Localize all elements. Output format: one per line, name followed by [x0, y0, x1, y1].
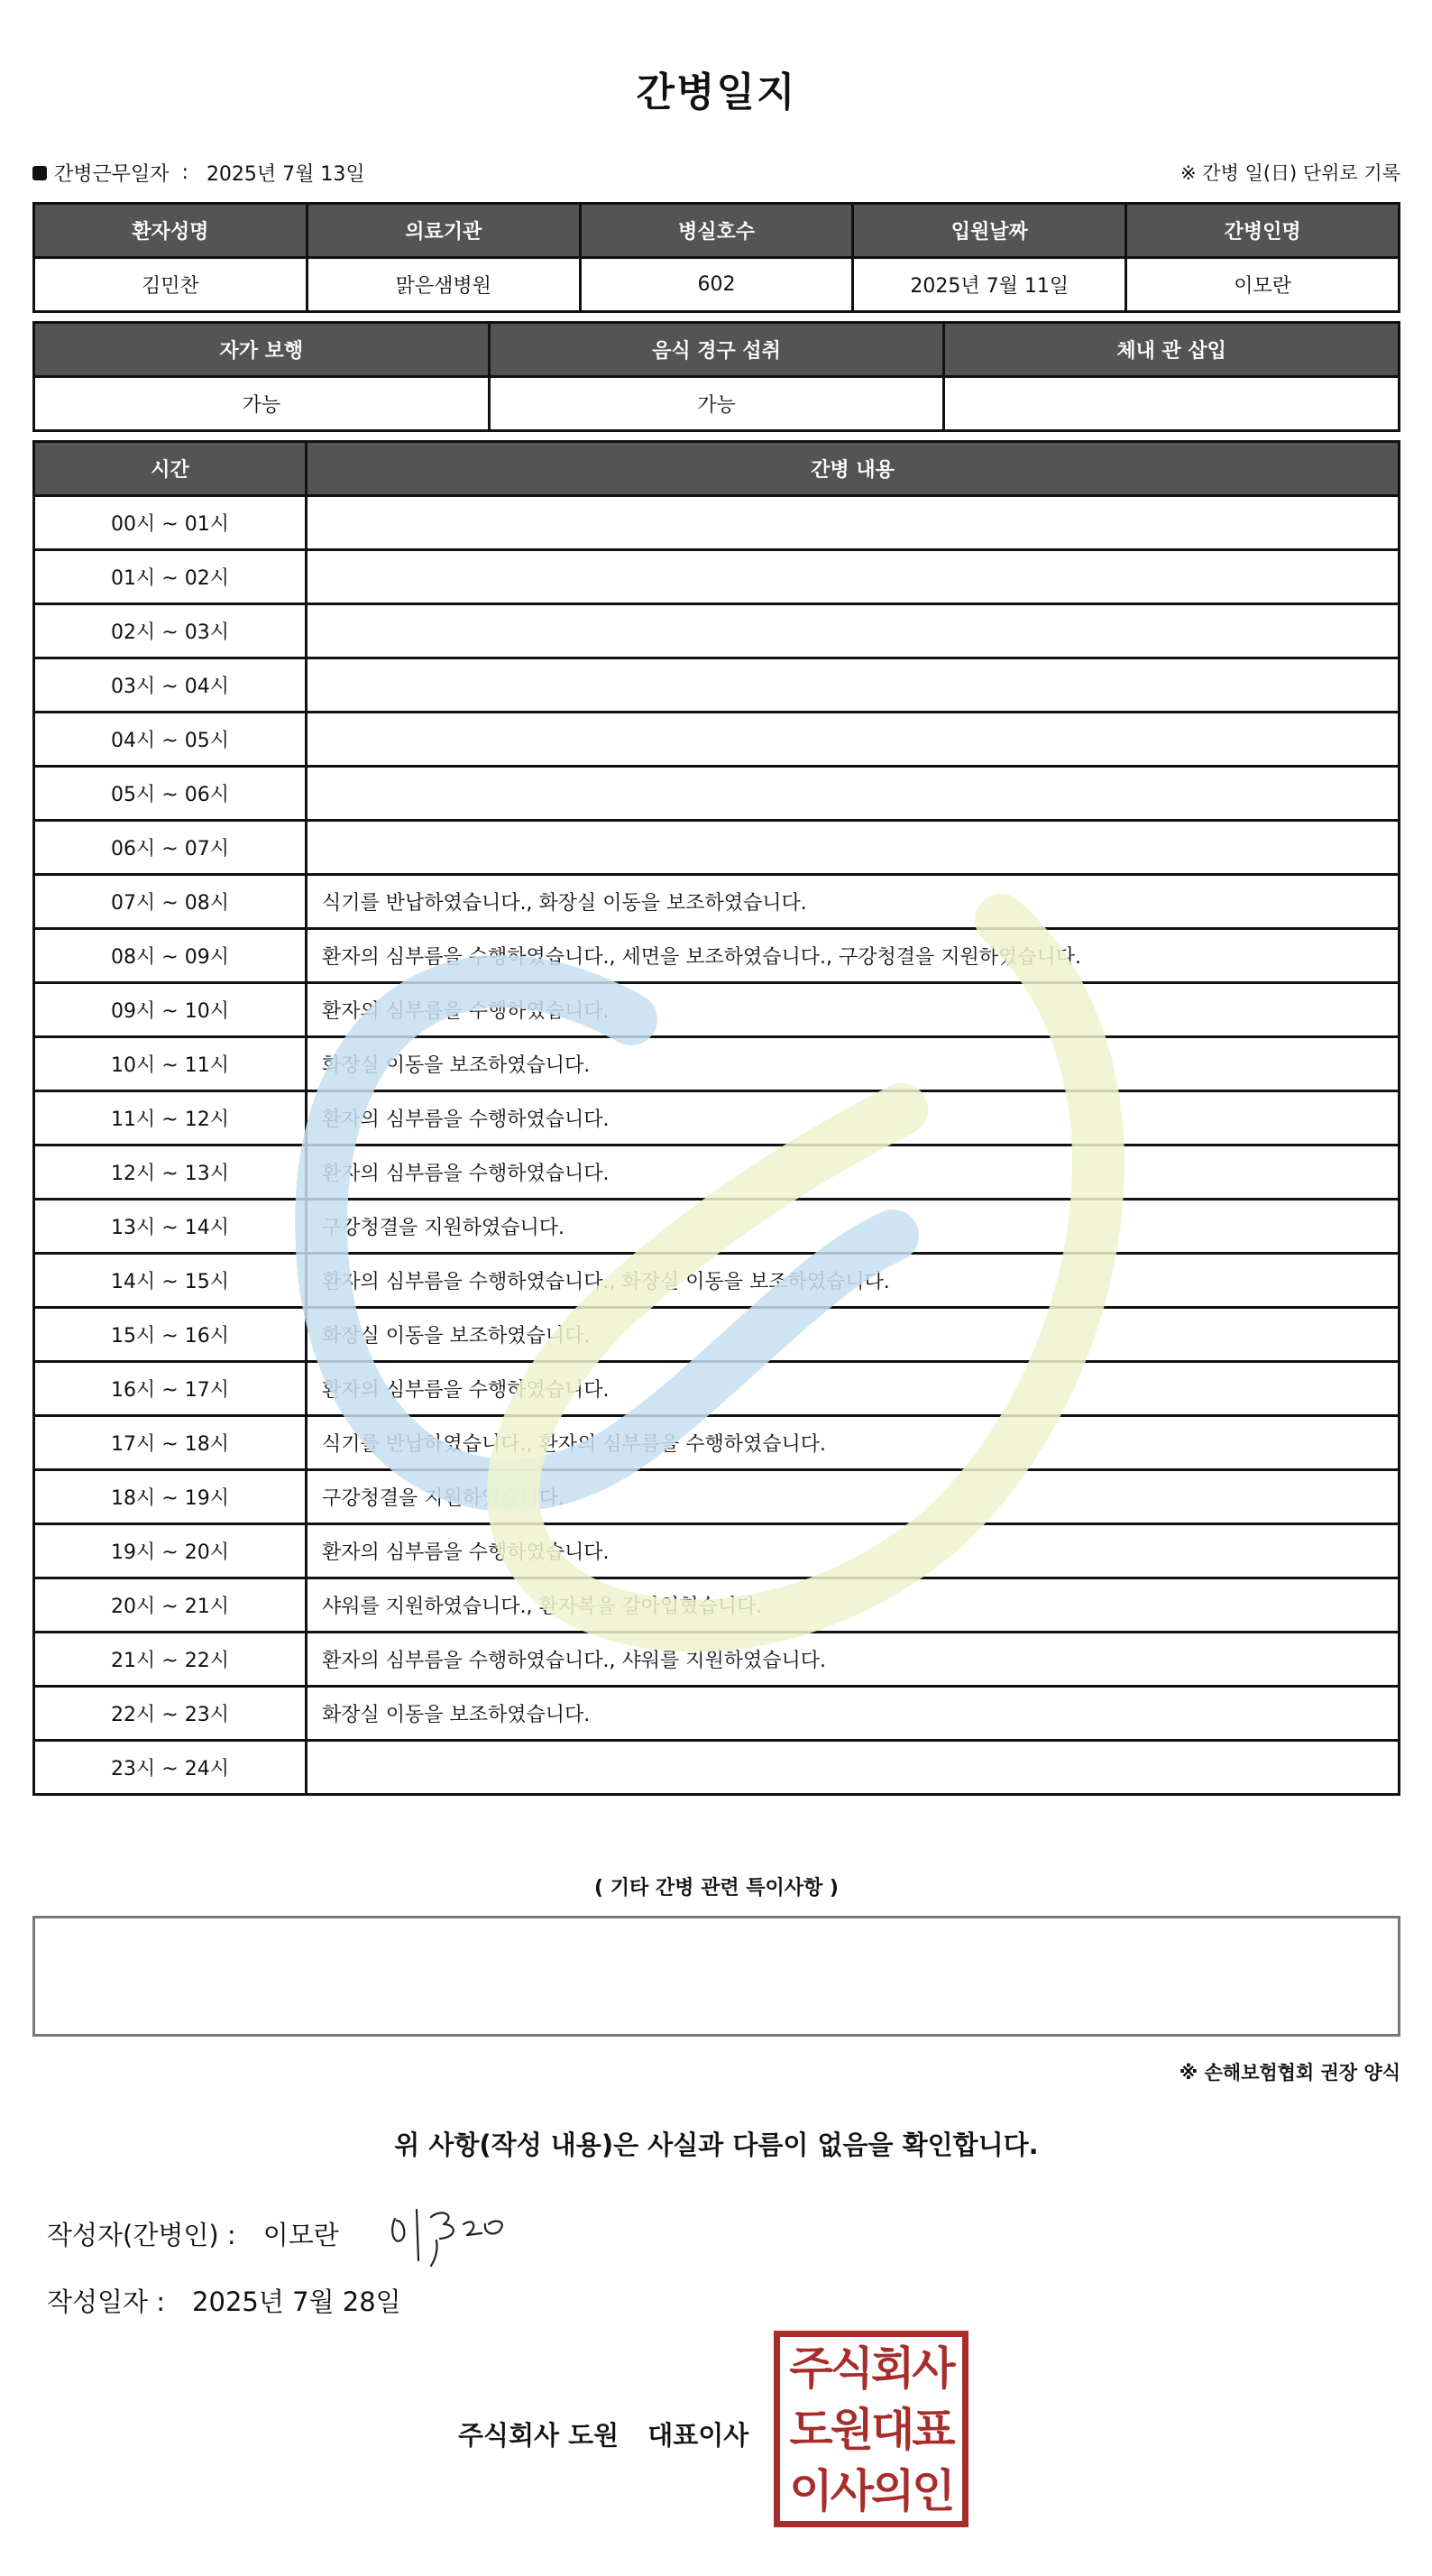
- writer-name: 이모란: [262, 2220, 339, 2250]
- table-row: [34, 1524, 1400, 1578]
- table-row: [34, 1416, 1400, 1470]
- care-content-cell: 환자의 심부름을 수행하였습니다., 샤워를 지원하였습니다.: [307, 1633, 1400, 1687]
- header-time: 시간: [34, 442, 307, 496]
- table-row: [34, 496, 1400, 550]
- time-cell: 07시 ~ 08시: [34, 875, 307, 929]
- time-cell: 14시 ~ 15시: [34, 1254, 307, 1308]
- header-room: 병실호수: [580, 204, 853, 258]
- table-row: [34, 821, 1400, 875]
- time-cell: 22시 ~ 23시: [34, 1687, 307, 1741]
- care-content-cell: 환자의 심부름을 수행하였습니다.: [307, 983, 1400, 1037]
- care-content-cell: 환자의 심부름을 수행하였습니다.: [307, 1145, 1400, 1200]
- time-cell: 06시 ~ 07시: [34, 821, 307, 875]
- care-content-cell: 환자의 심부름을 수행하였습니다.: [307, 1362, 1400, 1416]
- work-date-value: 2025년 7월 13일: [206, 163, 365, 186]
- care-log-page: [32, 0, 1400, 2576]
- table-row: [34, 550, 1400, 604]
- time-cell: 02시 ~ 03시: [34, 604, 307, 658]
- patient-name: 김민찬: [34, 258, 308, 312]
- writer-line: [47, 2215, 339, 2252]
- header-care-content: 간병 내용: [307, 442, 1400, 496]
- header-tube-insertion: 체내 관 삽입: [944, 323, 1400, 377]
- time-cell: 03시 ~ 04시: [34, 658, 307, 713]
- seal-line: 주식회사: [789, 2342, 953, 2395]
- time-cell: 04시 ~ 05시: [34, 713, 307, 767]
- time-cell: 00시 ~ 01시: [34, 496, 307, 550]
- write-date-label: 작성일자 :: [47, 2286, 166, 2317]
- care-content-cell: [307, 550, 1400, 604]
- care-log-table: [32, 440, 1400, 1796]
- header-oral-intake: 음식 경구 섭취: [489, 323, 944, 377]
- table-row: [34, 1145, 1400, 1200]
- time-cell: 19시 ~ 20시: [34, 1524, 307, 1578]
- table-row: [34, 875, 1400, 929]
- table-row: [34, 1091, 1400, 1145]
- patient-info-table: [32, 202, 1400, 313]
- patient-value-row: [34, 258, 1400, 312]
- meta-row: [32, 159, 1400, 186]
- table-row: [34, 1578, 1400, 1633]
- company-representative: 대표이사: [647, 2420, 749, 2451]
- time-cell: 21시 ~ 22시: [34, 1633, 307, 1687]
- table-row: [34, 929, 1400, 983]
- header-patient-name: 환자성명: [34, 204, 308, 258]
- seal-line: 이사의인: [789, 2465, 953, 2517]
- time-cell: 15시 ~ 16시: [34, 1308, 307, 1362]
- document-title: 간병일지: [636, 69, 797, 115]
- time-cell: 23시 ~ 24시: [34, 1741, 307, 1795]
- time-cell: 13시 ~ 14시: [34, 1200, 307, 1254]
- table-row: [34, 1254, 1400, 1308]
- time-cell: 10시 ~ 11시: [34, 1037, 307, 1091]
- status-value-row: [34, 377, 1400, 431]
- patient-header-row: [34, 204, 1400, 258]
- header-hospital: 의료기관: [307, 204, 580, 258]
- notes-box: [32, 1916, 1400, 2037]
- oral-intake-value: 가능: [489, 377, 944, 431]
- care-content-cell: 환자의 심부름을 수행하였습니다.: [307, 1524, 1400, 1578]
- care-content-cell: 화장실 이동을 보조하였습니다.: [307, 1308, 1400, 1362]
- notes-label: ( 기타 간병 관련 특이사항 ): [594, 1877, 839, 1900]
- room-number: 602: [580, 258, 853, 312]
- write-date-line: [47, 2282, 401, 2319]
- company-seal-stamp: [774, 2331, 968, 2527]
- care-content-cell: [307, 767, 1400, 821]
- table-row: [34, 604, 1400, 658]
- care-content-cell: [307, 821, 1400, 875]
- header-self-walking: 자가 보행: [34, 323, 490, 377]
- time-cell: 16시 ~ 17시: [34, 1362, 307, 1416]
- time-cell: 18시 ~ 19시: [34, 1470, 307, 1524]
- care-content-cell: 구강청결을 지원하였습니다.: [307, 1200, 1400, 1254]
- header-caregiver: 간병인명: [1126, 204, 1400, 258]
- care-content-cell: 환자의 심부름을 수행하였습니다.: [307, 1091, 1400, 1145]
- patient-status-table: [32, 321, 1400, 432]
- table-row: [34, 1200, 1400, 1254]
- care-content-cell: 구강청결을 지원하였습니다.: [307, 1470, 1400, 1524]
- association-note: ※ 손해보험협회 권장 양식: [1179, 2062, 1400, 2084]
- hospital-name: 맑은샘병원: [307, 258, 580, 312]
- company-name: 주식회사 도원: [458, 2420, 620, 2451]
- work-date-label: 간병근무일자: [54, 163, 170, 186]
- record-note: ※ 간병 일(日) 단위로 기록: [1180, 162, 1400, 184]
- time-cell: 09시 ~ 10시: [34, 983, 307, 1037]
- care-content-cell: 식기를 반납하였습니다., 환자의 심부름을 수행하였습니다.: [307, 1416, 1400, 1470]
- care-content-cell: 환자의 심부름을 수행하였습니다., 화장실 이동을 보조하였습니다.: [307, 1254, 1400, 1308]
- care-content-cell: 샤워를 지원하였습니다., 환자복을 갈아입혔습니다.: [307, 1578, 1400, 1633]
- header-admission-date: 입원날짜: [853, 204, 1126, 258]
- time-cell: 08시 ~ 09시: [34, 929, 307, 983]
- table-row: [34, 1037, 1400, 1091]
- table-row: [34, 1308, 1400, 1362]
- table-row: [34, 658, 1400, 713]
- work-date: [32, 159, 365, 187]
- time-cell: 11시 ~ 12시: [34, 1091, 307, 1145]
- table-row: [34, 1362, 1400, 1416]
- table-row: [34, 767, 1400, 821]
- time-cell: 01시 ~ 02시: [34, 550, 307, 604]
- write-date-value: 2025년 7월 28일: [192, 2286, 401, 2317]
- care-content-cell: 식기를 반납하였습니다., 화장실 이동을 보조하였습니다.: [307, 875, 1400, 929]
- care-content-cell: [307, 658, 1400, 713]
- care-content-cell: 화장실 이동을 보조하였습니다.: [307, 1687, 1400, 1741]
- table-row: [34, 1741, 1400, 1795]
- log-header-row: [34, 442, 1400, 496]
- care-content-cell: 화장실 이동을 보조하였습니다.: [307, 1037, 1400, 1091]
- table-row: [34, 1633, 1400, 1687]
- status-header-row: [34, 323, 1400, 377]
- seal-line: 도원대표: [789, 2404, 953, 2456]
- care-content-cell: [307, 496, 1400, 550]
- admission-date: 2025년 7월 11일: [853, 258, 1126, 312]
- square-bullet-icon: [32, 166, 47, 180]
- time-cell: 17시 ~ 18시: [34, 1416, 307, 1470]
- work-date-separator: :: [181, 161, 188, 184]
- table-row: [34, 713, 1400, 767]
- care-content-cell: [307, 1741, 1400, 1795]
- time-cell: 12시 ~ 13시: [34, 1145, 307, 1200]
- table-row: [34, 1470, 1400, 1524]
- tube-insertion-value: [944, 377, 1400, 431]
- caregiver-name: 이모란: [1126, 258, 1400, 312]
- care-content-cell: 환자의 심부름을 수행하였습니다., 세면을 보조하였습니다., 구강청결을 지원하였습니다.: [307, 929, 1400, 983]
- writer-label: 작성자(간병인) :: [47, 2220, 236, 2250]
- confirmation-statement: 위 사항(작성 내용)은 사실과 다름이 없음을 확인합니다.: [394, 2130, 1039, 2160]
- table-row: [34, 983, 1400, 1037]
- time-cell: 20시 ~ 21시: [34, 1578, 307, 1633]
- handwritten-signature: [386, 2197, 548, 2269]
- care-content-cell: [307, 713, 1400, 767]
- table-row: [34, 1687, 1400, 1741]
- time-cell: 05시 ~ 06시: [34, 767, 307, 821]
- care-content-cell: [307, 604, 1400, 658]
- company-line: [458, 2415, 748, 2452]
- self-walking-value: 가능: [34, 377, 490, 431]
